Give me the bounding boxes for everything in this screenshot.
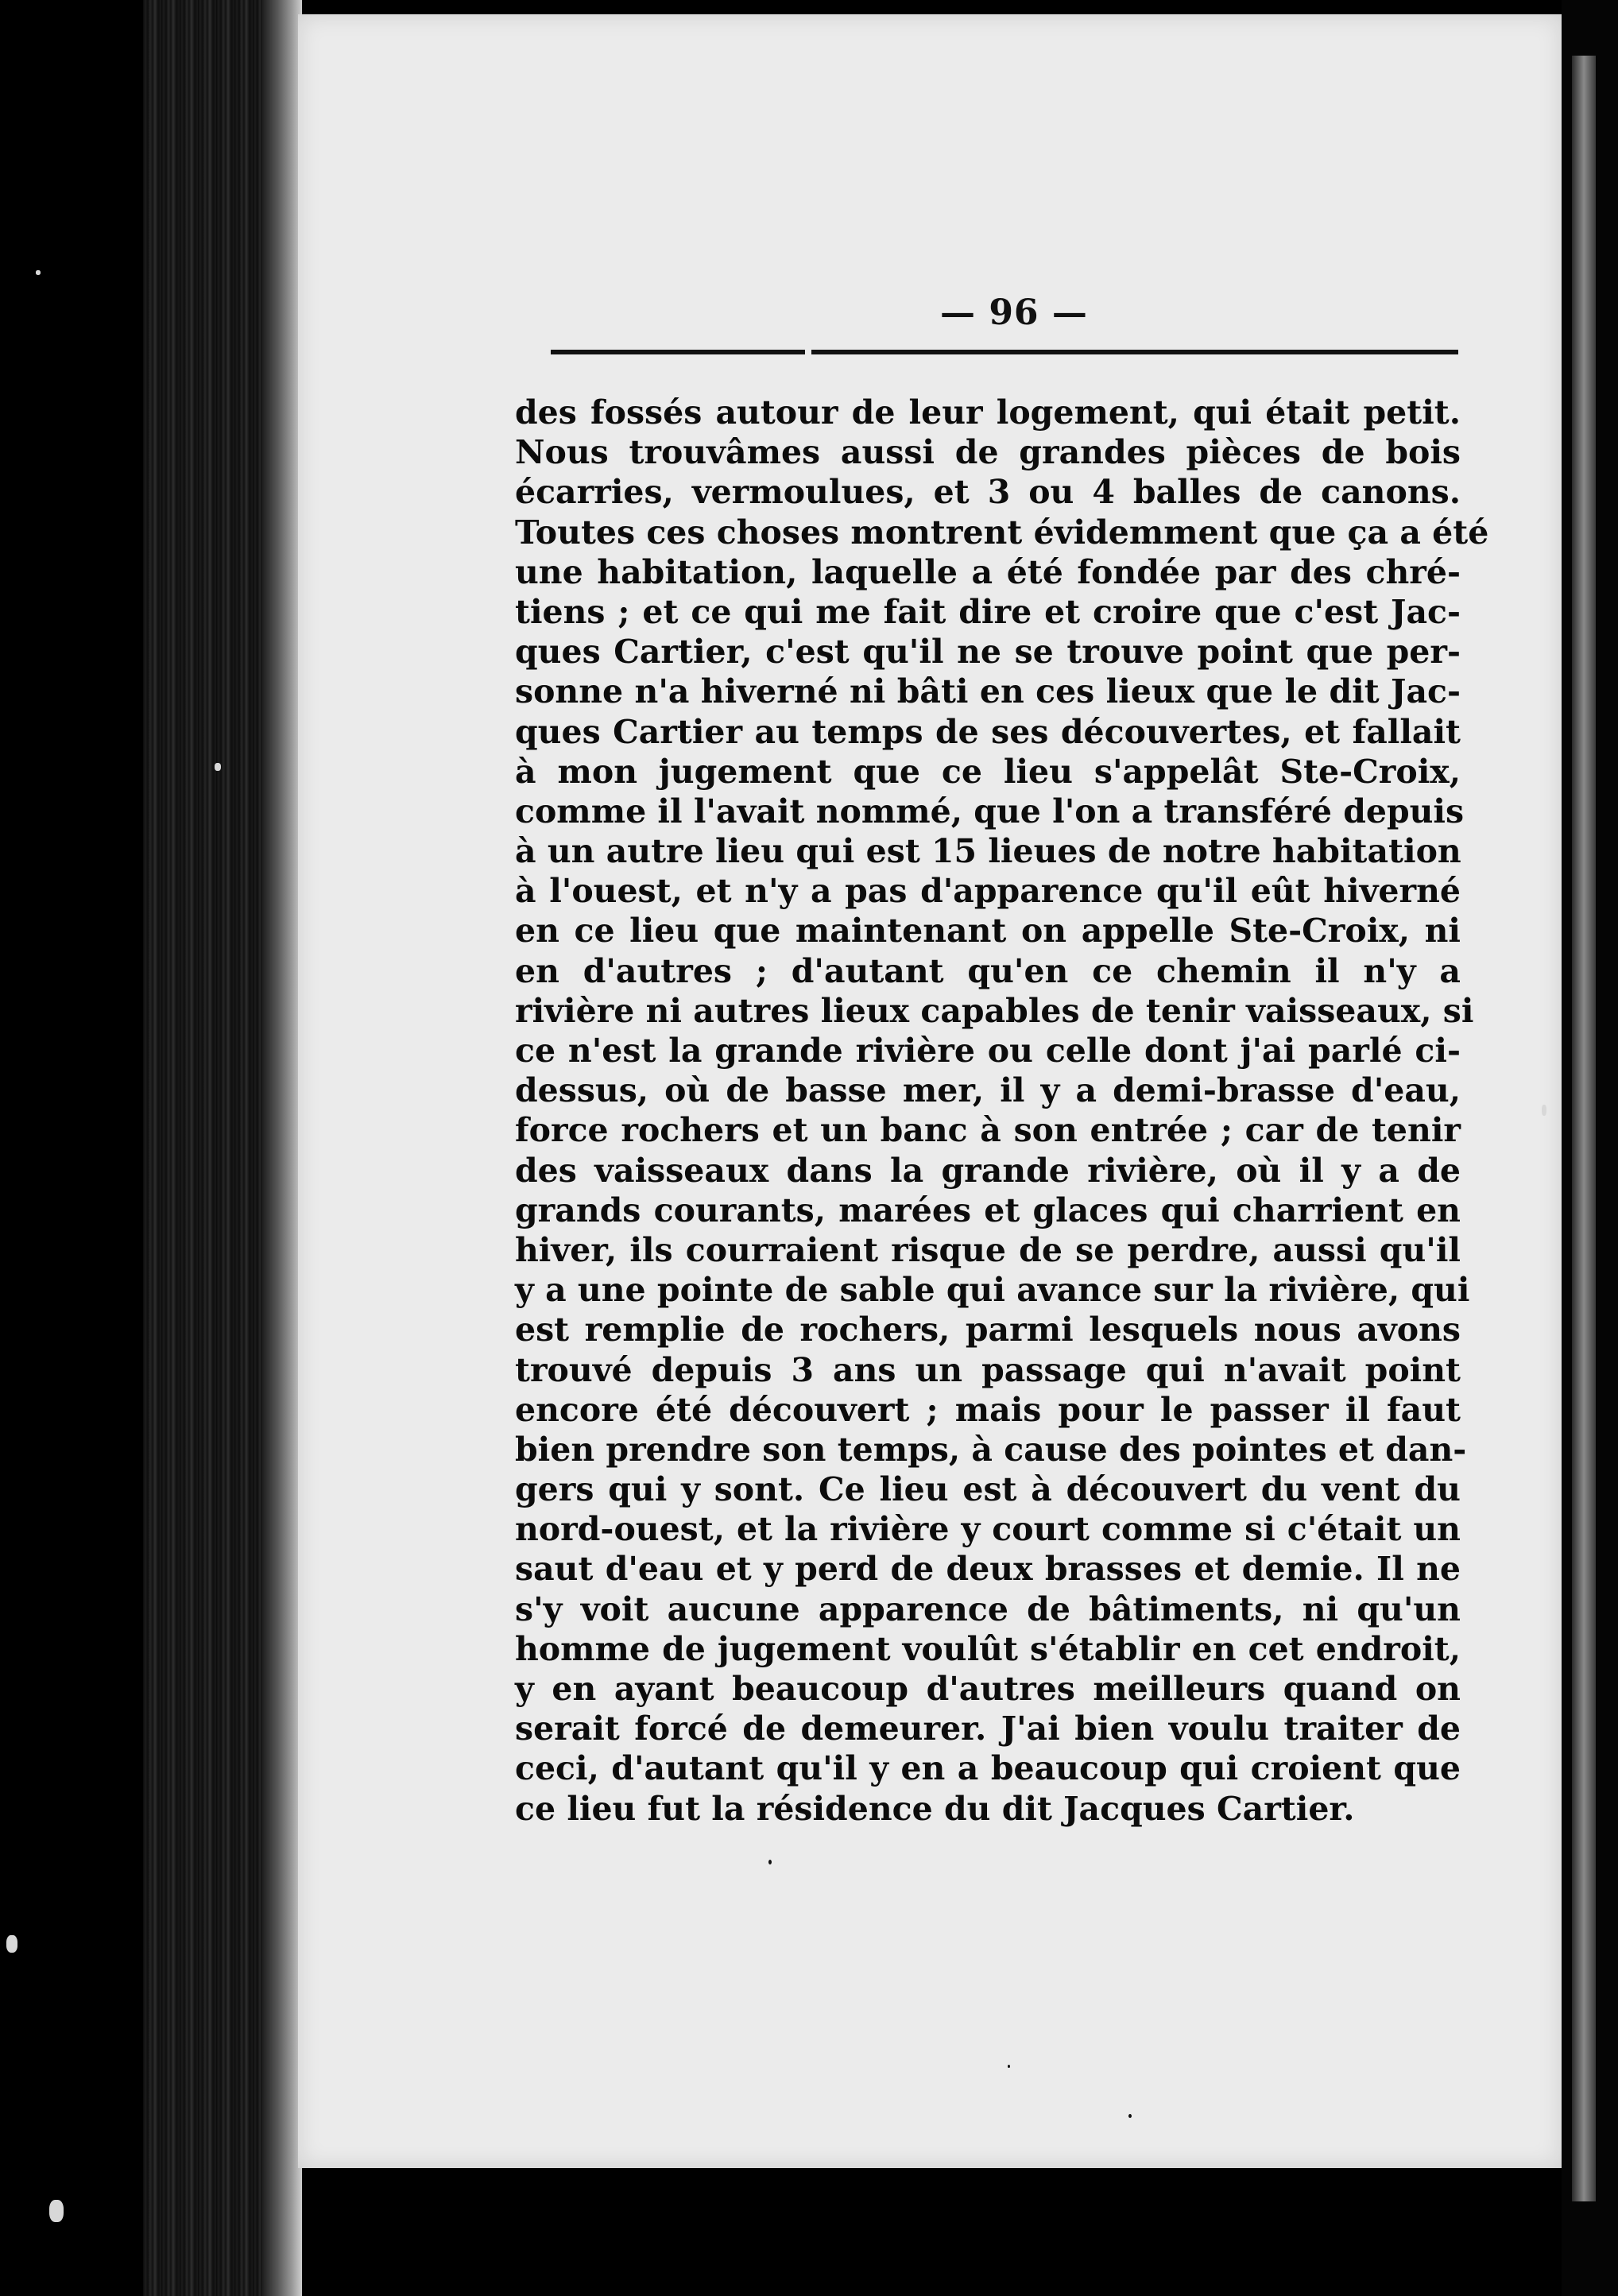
text-line: à un autre lieu qui est 15 lieues de notre habitation [515,832,1461,871]
text-line: grands courants, marées et glaces qui charrient en [515,1191,1461,1229]
text-line: Toutes ces choses montrent évidemment que ça a été [515,513,1489,552]
text-line: encore été découvert ; mais pour le passer il faut [515,1390,1461,1429]
text-line: hiver, ils courraient risque de se perdre, aussi qu'il [515,1230,1461,1269]
scan-speck [6,1935,17,1953]
text-line: tiens ; et ce qui me fait dire et croire que c'est Jac- [515,592,1461,631]
body-text [515,393,1489,1829]
text-line: y a une pointe de sable qui avance sur la rivière, qui [515,1271,1470,1310]
text-line: nord-ouest, et la rivière y court comme si c'était un [515,1510,1461,1549]
text-line: des fossés autour de leur logement, qui était petit. [515,393,1461,432]
text-line: s'y voit aucune apparence de bâtiments, ni qu'un [515,1589,1461,1628]
text-line: écarries, vermoulues, et 3 ou 4 balles de canons. [515,473,1461,512]
text-line: des vaisseaux dans la grande rivière, où il y a de [515,1151,1461,1190]
header-rule [551,350,1458,354]
text-line: force rochers et un banc à son entrée ; car de tenir [515,1111,1461,1150]
text-line: rivière ni autres lieux capables de tenir vaisseaux, si [515,991,1474,1030]
text-line: dessus, où de basse mer, il y a demi-brasse d'eau, [515,1071,1461,1110]
scan-speck [36,270,41,275]
scan-speck [49,2200,64,2222]
text-line: homme de jugement voulût s'établir en cet endroit, [515,1629,1461,1668]
text-line: en d'autres ; d'autant qu'en ce chemin il n'y a [515,951,1461,990]
text-line: Nous trouvâmes aussi de grandes pièces de bois [515,433,1461,472]
text-line: à mon jugement que ce lieu s'appelât Ste-Croix, [515,752,1461,791]
text-line: comme il l'avait nommé, que l'on a transféré depuis [515,792,1465,831]
text-line: ques Cartier, c'est qu'il ne se trouve point que per- [515,633,1461,672]
text-line: y en ayant beaucoup d'autres meilleurs quand on [515,1670,1461,1708]
text-line: ce lieu fut la résidence du dit Jacques Cartier. [515,1789,1355,1828]
binding-edge [262,0,302,2296]
text-line: bien prendre son temps, à cause des pointes et dan- [515,1430,1467,1469]
text-line: ce n'est la grande rivière ou celle dont j'ai parlé ci- [515,1032,1461,1070]
text-line: sonne n'a hiverné ni bâti en ces lieux que le dit Jac- [515,672,1461,711]
text-line: est remplie de rochers, parmi lesquels nous avons [515,1311,1461,1349]
next-page-edge [1572,56,1596,2201]
scan-speck [768,1860,772,1864]
text-line: une habitation, laquelle a été fondée par des chré- [515,552,1461,591]
text-line: à l'ouest, et n'y a pas d'apparence qu'il eût hiverné [515,872,1461,911]
page-number: — 96 — [940,292,1088,333]
scan-speck [1008,2065,1010,2068]
header-rule-gap [805,350,811,354]
scan-speck [215,763,221,771]
text-line: ceci, d'autant qu'il y en a beaucoup qui croient que [515,1749,1461,1788]
text-line: gers qui y sont. Ce lieu est à découvert du vent du [515,1470,1461,1509]
text-line: trouvé depuis 3 ans un passage qui n'avait point [515,1350,1461,1389]
scan-speck [1128,2114,1132,2118]
text-line: serait forcé de demeurer. J'ai bien voulu traiter de [515,1709,1461,1748]
scan-speck [1542,1105,1546,1116]
text-line: saut d'eau et y perd de deux brasses et demie. Il ne [515,1550,1461,1589]
text-line: en ce lieu que maintenant on appelle Ste-Croix, ni [515,912,1461,951]
text-line: ques Cartier au temps de ses découvertes, et fallait [515,712,1461,751]
